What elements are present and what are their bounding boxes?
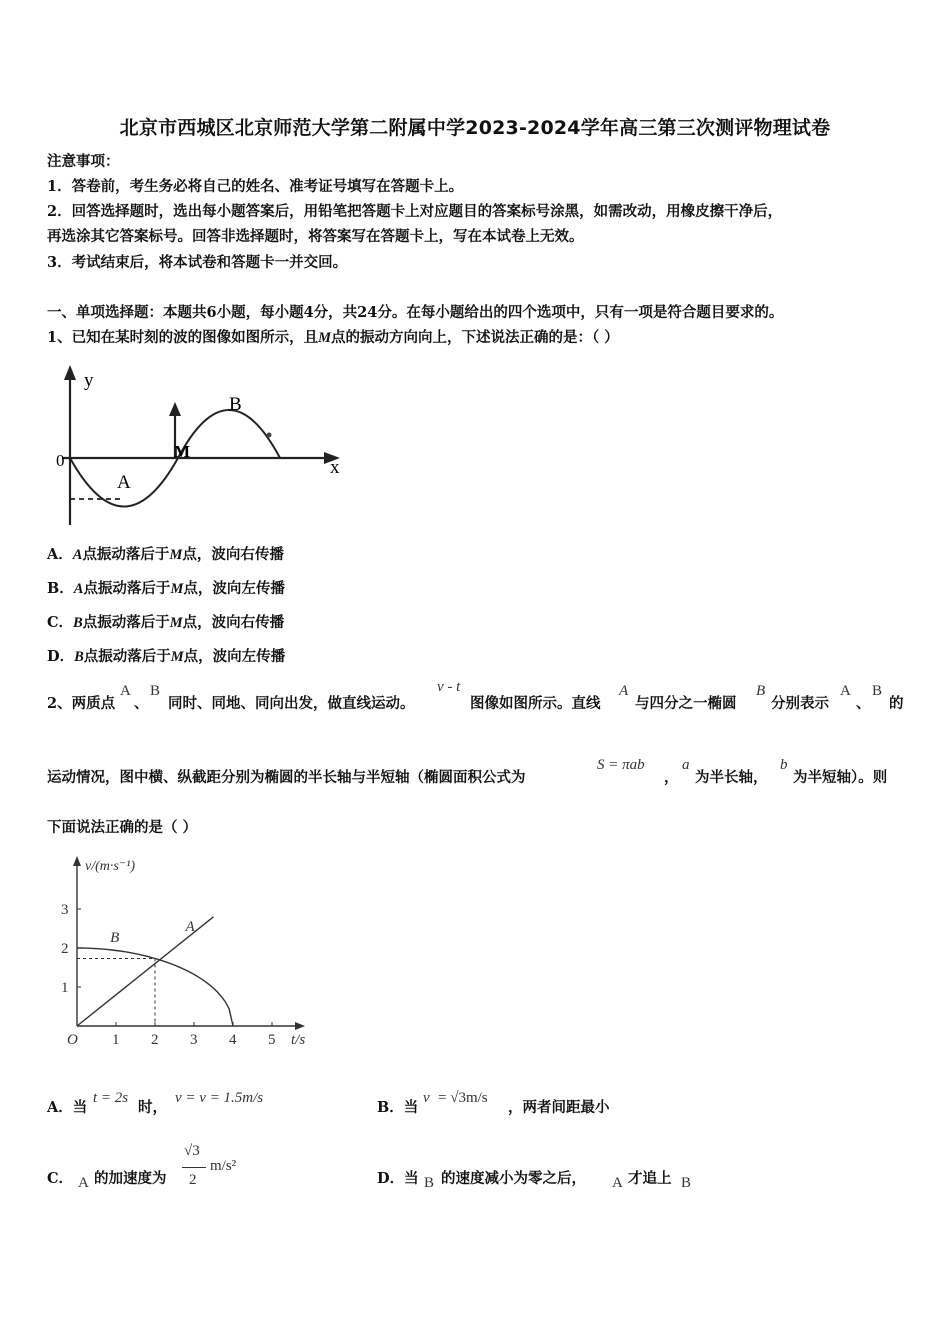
q1-stem-a: 1、已知在某时刻的波的图像如图所示，且 bbox=[47, 329, 319, 346]
q2-area-formula: S = πab bbox=[597, 757, 645, 773]
option-text: 点，波向左传播 bbox=[183, 648, 286, 665]
option-label: B． bbox=[47, 580, 74, 597]
q2-option-c-den: 2 bbox=[189, 1172, 197, 1188]
q2-option-b-eq: = √3m/s bbox=[438, 1090, 488, 1106]
x-tick-label: 2 bbox=[151, 1032, 159, 1048]
q2-option-a-eq: v = v = 1.5m/s bbox=[175, 1090, 264, 1106]
option-point: A bbox=[73, 581, 84, 597]
q2-stem-t6: 的 bbox=[889, 695, 904, 712]
fraction-bar bbox=[182, 1167, 206, 1168]
option-label: D． bbox=[47, 648, 75, 665]
q2-b1: B bbox=[150, 683, 161, 699]
wave-point-dot bbox=[267, 433, 272, 438]
y-axis-arrow bbox=[64, 365, 76, 380]
q2-stem-t2: 同时、同地、同向出发，做直线运动。 bbox=[168, 695, 415, 712]
option-text: 点，波向右传播 bbox=[182, 546, 284, 563]
option-text: 点振动落后于 bbox=[82, 546, 170, 563]
notice-item: 2．回答选择题时，选出每小题答案后，用铅笔把答题卡上对应题目的答案标号涂黑，如需改动，用橡皮擦干净后， bbox=[47, 203, 783, 220]
q1-stem-b: 点的振动方向向上，下述说法正确的是：（ ） bbox=[331, 329, 619, 346]
x-tick-label: 3 bbox=[190, 1032, 198, 1048]
q2-b2: B bbox=[756, 683, 766, 699]
q2-option-b-label[interactable]: B．当 bbox=[377, 1099, 419, 1116]
q2-option-d-label[interactable]: D．当 bbox=[377, 1170, 419, 1187]
option-m: M bbox=[169, 615, 183, 631]
fig-point-m-label: M bbox=[174, 442, 191, 461]
chart-x-axis-arrow bbox=[295, 1022, 305, 1030]
q2-stem-t3: 图像如图所示。直线 bbox=[470, 695, 601, 712]
q2-option-d-mid: 的速度减小为零之后， bbox=[441, 1170, 586, 1187]
q2-stem2-t3: 为半长轴， bbox=[695, 769, 768, 786]
q2-sep2: 、 bbox=[856, 695, 871, 712]
q2-option-a-t: t = 2s bbox=[93, 1090, 129, 1106]
option-text: 点振动落后于 bbox=[82, 614, 170, 631]
q1-option-b[interactable] bbox=[47, 579, 285, 599]
q2-vt-chart bbox=[55, 850, 325, 1055]
option-text: 点，波向左传播 bbox=[183, 580, 285, 597]
option-m: M bbox=[170, 581, 184, 597]
chart-y-axis-arrow bbox=[73, 856, 81, 866]
q2-stem-t1: 2、两质点 bbox=[47, 695, 116, 712]
q2-stem-t4: 与四分之一椭圆 bbox=[635, 695, 737, 712]
option-label: A． bbox=[47, 546, 73, 563]
fig-point-a-label: A bbox=[117, 472, 131, 493]
x-tick-label: 1 bbox=[112, 1032, 120, 1048]
q2-stem2-t1: 运动情况，图中横、纵截距分别为椭圆的半长轴与半短轴（椭圆面积公式为 bbox=[47, 769, 526, 786]
q2-option-d-p2: A bbox=[612, 1175, 623, 1191]
q2-stem2-t4: 为半短轴）。则 bbox=[793, 769, 888, 786]
q2-option-d-p3: B bbox=[681, 1175, 692, 1191]
q2-option-c-label[interactable]: C． bbox=[47, 1170, 74, 1187]
fig-point-b-label: B bbox=[229, 394, 242, 415]
q2-option-c-mid: 的加速度为 bbox=[94, 1170, 167, 1187]
q2-option-d-mid2: 才追上 bbox=[628, 1170, 672, 1187]
x-tick-label: 4 bbox=[229, 1032, 237, 1048]
q2-option-b-v: v bbox=[423, 1090, 430, 1106]
fig-origin-label: 0 bbox=[56, 451, 65, 470]
q2-vt: v - t bbox=[437, 679, 461, 695]
series-a-label: A bbox=[185, 918, 195, 935]
q1-option-c[interactable] bbox=[47, 613, 284, 633]
q1-option-d[interactable] bbox=[47, 647, 285, 667]
series-b-label: B bbox=[110, 930, 120, 947]
q2-option-b-tail: ，两者间距最小 bbox=[508, 1099, 610, 1116]
q2-a1: A bbox=[120, 683, 131, 699]
q1-option-a[interactable] bbox=[47, 545, 284, 565]
q1-stem bbox=[47, 328, 619, 348]
q2-b-var: b bbox=[780, 757, 788, 773]
velocity-arrowhead bbox=[169, 402, 181, 416]
q1-wave-figure bbox=[50, 360, 350, 535]
notice-item: 3．考试结束后，将本试卷和答题卡一并交回。 bbox=[47, 254, 348, 271]
option-text: 点，波向右传播 bbox=[182, 614, 285, 631]
option-text: 点振动落后于 bbox=[83, 648, 171, 665]
notice-heading: 注意事项： bbox=[47, 153, 120, 170]
q2-a2: A bbox=[619, 683, 629, 699]
x-tick-label: 5 bbox=[268, 1032, 276, 1048]
y-tick-label: 1 bbox=[61, 980, 69, 996]
fig-y-label: y bbox=[84, 370, 94, 391]
notice-item: 1．答卷前，考生务必将自己的姓名、准考证号填写在答题卡上。 bbox=[47, 178, 464, 195]
section-heading: 一、单项选择题：本题共6小题，每小题4分，共24分。在每小题给出的四个选项中，只有一项是符合题目要求的。 bbox=[47, 304, 784, 321]
q2-option-a-label[interactable]: A．当 bbox=[47, 1099, 88, 1116]
page-title: 北京市西城区北京师范大学第二附属中学2023-2024学年高三第三次测评物理试卷 bbox=[119, 117, 831, 139]
q2-a-var: a bbox=[682, 757, 690, 773]
q2-option-c-unit: m/s² bbox=[210, 1158, 237, 1174]
q2-a3: A bbox=[840, 683, 851, 699]
q2-option-d-p1: B bbox=[424, 1175, 435, 1191]
y-tick-label: 2 bbox=[61, 941, 69, 957]
q2-b3: B bbox=[872, 683, 883, 699]
y-tick-label: 3 bbox=[61, 902, 69, 918]
q2-stem3: 下面说法正确的是（ ） bbox=[47, 819, 198, 836]
chart-origin: O bbox=[67, 1032, 78, 1048]
q1-stem-m: M bbox=[318, 330, 331, 346]
option-m: M bbox=[170, 649, 184, 665]
option-label: C． bbox=[47, 614, 74, 631]
option-text: 点振动落后于 bbox=[83, 580, 171, 597]
q2-option-a-mid: 时， bbox=[138, 1099, 167, 1116]
q2-stem2-t2: ， bbox=[664, 769, 679, 786]
option-point: B bbox=[74, 649, 84, 665]
q2-sep1: 、 bbox=[134, 695, 149, 712]
fig-x-label: x bbox=[330, 457, 340, 478]
notice-item: 再选涂其它答案标号。回答非选择题时，将答案写在答题卡上，写在本试卷上无效。 bbox=[47, 228, 584, 245]
q2-option-c-num: √3 bbox=[184, 1143, 200, 1159]
option-m: M bbox=[169, 547, 183, 563]
option-point: B bbox=[73, 615, 83, 631]
option-point: A bbox=[72, 547, 83, 563]
chart-xlabel: t/s bbox=[291, 1032, 306, 1048]
chart-ylabel: v/(m·s⁻¹) bbox=[85, 859, 136, 874]
q2-option-c-point: A bbox=[78, 1175, 89, 1191]
q2-stem-t5: 分别表示 bbox=[771, 695, 829, 712]
